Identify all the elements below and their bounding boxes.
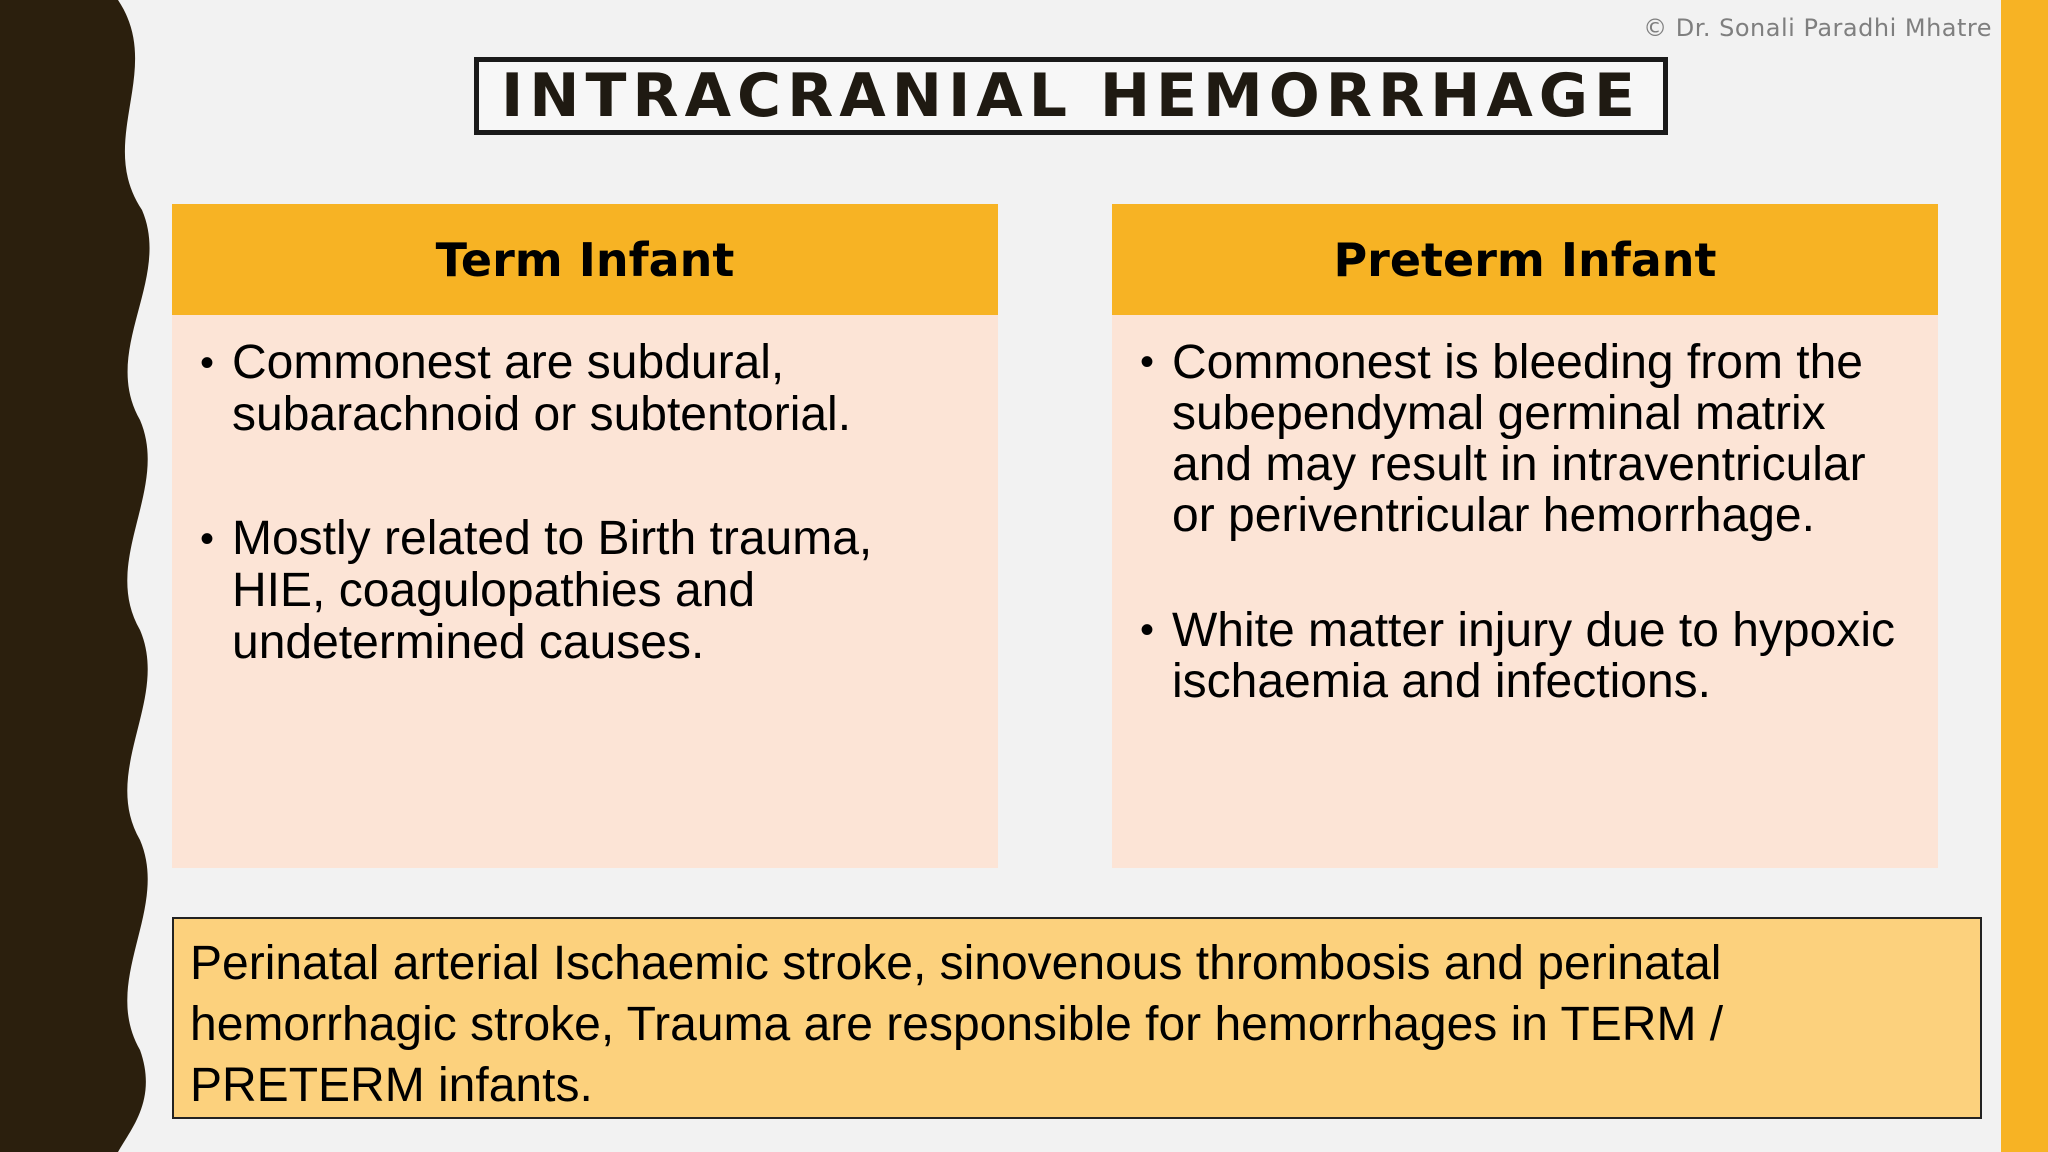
bullet-text: White matter injury due to hypoxic ischaemia and infections. <box>1172 604 1895 708</box>
term-infant-bullets <box>172 315 998 669</box>
summary-note-text: Perinatal arterial Ischaemic stroke, sinovenous thrombosis and perinatal hemorrhagic stroke, Trauma are responsible for hemorrhages in TERM / PRETERM infants. <box>190 937 1724 1112</box>
decorative-wavy-band <box>0 0 175 1152</box>
preterm-infant-bullets <box>1112 315 1938 707</box>
bullet-text: Commonest is bleeding from the subependymal germinal matrix and may result in intraventricular or periventricular hemorrhage. <box>1172 336 1866 542</box>
slide-title-box <box>474 57 1668 135</box>
bullet-text: Commonest are subdural, subarachnoid or subtentorial. <box>232 336 852 441</box>
slide-title: INTRACRANIAL HEMORRHAGE <box>500 61 1642 131</box>
bullet-text: Mostly related to Birth trauma, HIE, coagulopathies and undetermined causes. <box>232 512 873 669</box>
bullet-dot-icon: • <box>1140 340 1155 384</box>
bullet-dot-icon: • <box>200 341 215 385</box>
bullet-dot-icon: • <box>1140 608 1155 652</box>
accent-stripe <box>2001 0 2048 1152</box>
summary-note-box <box>172 917 1982 1119</box>
bullet-item <box>1140 337 1910 541</box>
bullet-item <box>1140 605 1910 707</box>
term-infant-header <box>172 204 998 315</box>
bullet-item <box>200 337 970 441</box>
term-infant-title: Term Infant <box>435 232 735 287</box>
preterm-infant-panel <box>1112 204 1938 868</box>
preterm-infant-title: Preterm Infant <box>1333 232 1717 287</box>
bullet-item <box>200 513 970 669</box>
preterm-infant-header <box>1112 204 1938 315</box>
term-infant-panel <box>172 204 998 868</box>
bullet-dot-icon: • <box>200 517 215 561</box>
copyright-notice: © Dr. Sonali Paradhi Mhatre <box>1643 14 1992 42</box>
